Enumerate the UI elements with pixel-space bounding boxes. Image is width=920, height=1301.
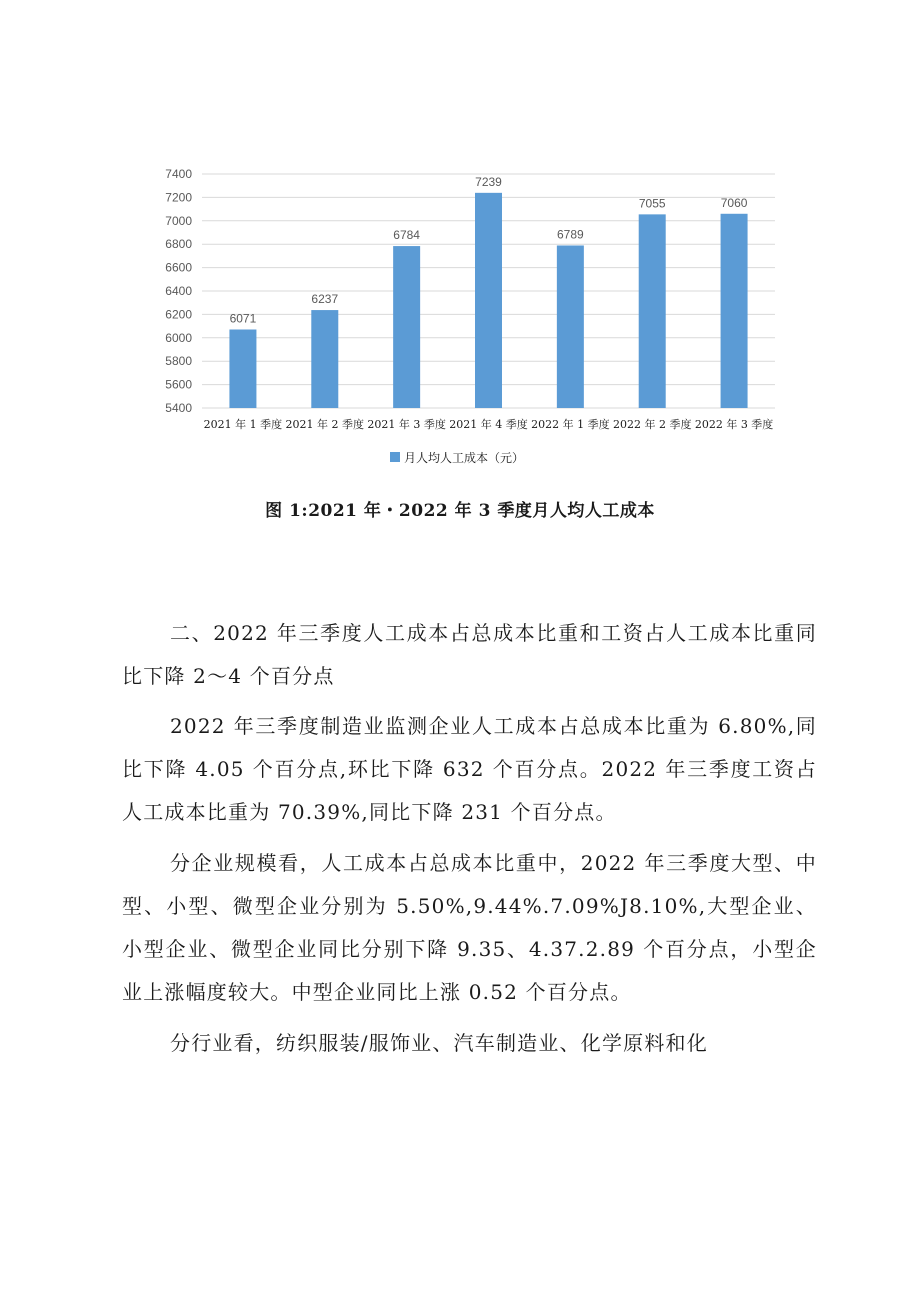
- legend-swatch: [390, 452, 400, 462]
- legend-label: 月人均人工成本（元）: [404, 451, 525, 465]
- x-tick-label: 2021 年 3 季度: [367, 418, 446, 431]
- y-tick-label: 5600: [165, 377, 192, 392]
- data-label: 6789: [557, 227, 584, 242]
- y-tick-label: 5400: [165, 401, 192, 415]
- bar-chart: [150, 160, 790, 480]
- bar: [721, 214, 748, 408]
- paragraph-industry: 分行业看，纺织服装/服饰业、汽车制造业、化学原料和化: [170, 1031, 708, 1055]
- bar: [557, 245, 584, 408]
- figure-caption: 图 1:2021 年・2022 年 3 季度月人均人工成本: [265, 501, 655, 521]
- x-tick-label: 2022 年 2 季度: [612, 418, 692, 431]
- bar: [311, 310, 338, 408]
- bar: [393, 246, 420, 408]
- paragraph-enterprise-size: 分企业规模看，人工成本占总成本比重中，2022 年三季度大型、中型、小型、微型企业分别为 5.50%,9.44%.7.09%J8.10%,大型企业、小型企业、微型企业同比分别下降 9.35、4.37.2.89 个百分点，小型企业上涨幅度较大。中型企业同比上涨 0.52 个百分点。: [122, 851, 817, 1004]
- y-tick-label: 7200: [165, 190, 192, 205]
- data-label: 6237: [311, 292, 339, 307]
- paragraph-ratio: 2022 年三季度制造业监测企业人工成本占总成本比重为 6.80%,同比下降 4.05 个百分点,环比下降 632 个百分点。2022 年三季度工资占人工成本比重为 70.39%,同比下降 231 个百分点。: [122, 714, 817, 824]
- y-tick-label: 6200: [165, 307, 192, 322]
- x-tick-label: 2022 年 1 季度: [531, 418, 610, 431]
- data-label: 7239: [475, 174, 502, 189]
- y-axis: [165, 167, 775, 415]
- y-tick-label: 6600: [165, 260, 192, 275]
- x-axis: [204, 417, 774, 431]
- x-tick-label: 2022 年 3 季度: [694, 418, 774, 431]
- data-label: 7060: [720, 195, 748, 210]
- data-label: 7055: [638, 196, 666, 211]
- y-tick-label: 6000: [165, 330, 192, 345]
- x-tick-label: 2021 年 1 季度: [203, 418, 283, 431]
- section-heading: 二、2022 年三季度人工成本占总成本比重和工资占人工成本比重同比下降 2～4 个百分点: [122, 621, 817, 688]
- y-tick-label: 7000: [165, 213, 192, 228]
- x-tick-label: 2021 年 2 季度: [285, 418, 365, 431]
- bar: [639, 214, 666, 408]
- chart-legend: [390, 450, 524, 465]
- y-tick-label: 6400: [165, 284, 192, 298]
- data-label: 6071: [229, 311, 257, 326]
- y-tick-label: 6800: [165, 237, 192, 252]
- bar: [475, 193, 502, 408]
- y-tick-label: 5800: [165, 354, 192, 369]
- bar: [229, 329, 256, 408]
- y-tick-label: 7400: [165, 167, 192, 181]
- x-tick-label: 2021 年 4 季度: [449, 418, 528, 431]
- data-label: 6784: [393, 228, 420, 243]
